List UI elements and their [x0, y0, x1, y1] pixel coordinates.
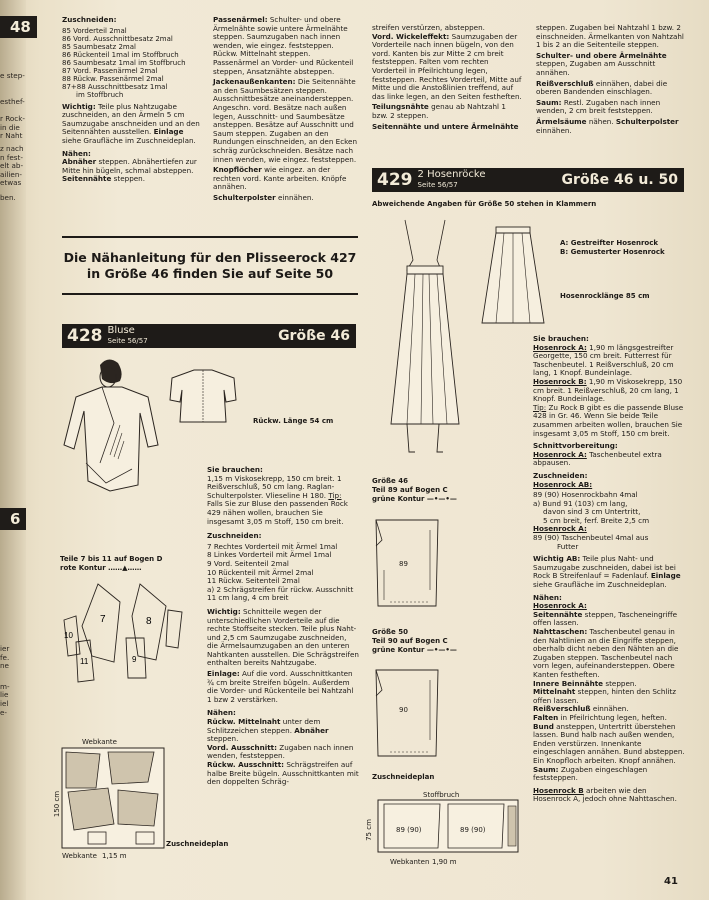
model-428-back-length: Rückw. Länge 54 cm [253, 417, 334, 425]
model-429-plan-piece-right: 89 (90) [460, 826, 486, 834]
piece-11: 11 [80, 657, 89, 666]
model-428-pattern-pieces [60, 580, 190, 690]
model-428-plan-height: 150 cm [53, 790, 62, 818]
model-429-plan-piece-left: 89 (90) [396, 826, 422, 834]
model-428-plan-width: 1,15 m [102, 852, 127, 860]
blouse-back-illustration [168, 368, 238, 428]
model-429-text: Sie brauchen: Hosenrock A: 1,90 m längsgestreifter Georgette, 150 cm breit. Futterrest für Taschenbeutel. 1 Reißverschluß, 20 cm lang, 1 Knopf. Bundeinlage. Hosenrock B: 1,90 m Viskosekrepp, 150 cm breit. 1 Reißverschluß, 20 cm lang, 1 Knopf. Bundeinlage. Tip: Zu Rock B gibt es die passende Bluse 428 in Gr. 46. Wenn Sie beide Teile zusammen arbeiten wollen, brauchen Sie insgesamt 3,05 m Stoff, 150 cm breit. Schnittvorbereitung: Hosenrock A: Taschenbeutel extra abpausen. Zuschneiden: Hosenrock AB: 89 (90) Hosenrockbahn 4mal a) Bund 91 (103) cm lang, davon sind 3 cm Untertritt, 5 cm breit, ferf. Breite 2,5 cm Hosenrock A: 89 (90) Taschenbeutel 4mal aus Futter Wichtig AB: Teile plus Naht- und Saumzugabe zuschneiden, dabei ist bei Rock B Streifenlauf = Fadenlauf. Einlage siehe Graufläche im Zuschneideplan. Nähen: Hosenrock A: Seitennähte steppen, Tascheneingriffe offen lassen. Nahttaschen: Taschenbeutel genau in den Nahtlinien an die Eingriffe steppen, oberhalb dicht neben den Nähten an die Zugaben steppen. Taschenbeutel nach vorn legen, aufeinandersteppen. Obere Kanten festheften. Innere Beinnähte steppen. Mittelnaht steppen, hinten den Schlitz offen lassen. Reißverschluß einnähen. Falten in Pfeilrichtung legen, heften. Bund ansteppen, Untertritt überstehen lassen. Bund halb nach außen wenden, Enden verstürzen. Innenkante eingeschlagen annähen. Bund absteppen. Ein Knopfloch arbeiten. Knopf annähen. Saum: Zugaben eingeschlagen feststeppen. Hosenrock B arbeiten wie den Hosenrock A, jedoch ohne Nahttaschen. [533, 334, 685, 804]
model-429-stoffbruch: Stoffbruch [423, 791, 460, 799]
model-428-teile: Teile 7 bis 11 auf Bogen D [60, 555, 163, 563]
rule-top [62, 236, 358, 238]
piece-7: 7 [100, 614, 106, 625]
piece-8: 8 [146, 616, 152, 627]
piece-89-label: 89 [399, 560, 408, 568]
top-col-2: Passenärmel: Schulter- und obere Ärmelnähte sowie untere Ärmelnähte steppen. Saumzugaben nach innen wenden, wie eingez. feststeppen. Rückw. Mittelnaht steppen. Passenärmel an Vorder- und Rückenteil steppen, Ansatznähte absteppen. Jackenaußenkanten: Die Seitennähte an den Saumbesätzen steppen. Ausschnittbesätze aneinandersteppen. Angeschn. vord. Besätze nach außen legen, Ausschnitt- und Saumbesätze ansteppen. Besätze auf Ausschnitt und Saum steppen. Zugaben an den Rundungen einschneiden, an den Ecken schräg zurückschneiden. Besätze nach innen wenden, wie eingez. feststeppen. Knopflöcher wie eingez. an der rechten vord. Kante arbeiten. Knöpfe annähen. Schulterpolster einnähen. [213, 15, 358, 202]
model-428-banner: 428 Bluse Seite 56/57 Größe 46 [62, 324, 356, 348]
model-429-g46-teil: Teil 89 auf Bogen C [372, 486, 448, 494]
model-429-banner: 429 2 Hosenröcke Seite 56/57 Größe 46 u. 50 [372, 168, 684, 192]
model-429-g46-kontur: grüne Kontur —•—•— [372, 495, 457, 503]
model-429-g50-kontur: grüne Kontur —•—•— [372, 646, 457, 654]
model-428-zuschneideplan: Zuschneideplan [166, 840, 229, 848]
edge-tab-top: 48 [0, 16, 37, 38]
piece-10: 10 [64, 631, 73, 640]
model-428-webkante: Webkante [82, 738, 117, 746]
plisseerock-heading: Die Nähanleitung für den Plisseerock 427 in Größe 46 finden Sie auf Seite 50 [63, 250, 357, 281]
page-number: 41 [664, 876, 678, 887]
model-429-plan-heading: Zuschneideplan [372, 773, 435, 781]
model-429-plan-width: 1,90 m [432, 858, 457, 866]
model-428-kontur: rote Kontur ……▲…… [60, 564, 142, 572]
hosenrock-front-illustration [385, 220, 465, 460]
model-428-text: Sie brauchen: 1,15 m Viskosekrepp, 150 cm breit. 1 Reißverschluß, 50 cm lang. Raglan-Schulterpolster. Vlieseline H 180. Tip: Falls Sie zur Bluse den passenden Rock 429 nähen wollen, brauchen Sie insgesamt 3,05 m Stoff, 150 cm breit. Zuschneiden: 7 Rechtes Vorderteil mit Ärmel 1mal 8 Linkes Vorderteil mit Ärmel 1mal 9 Vord. Seitenteil 2mal 10 Rückenteil mit Ärmel 2mal 11 Rückw. Seitenteil 2mal a) 2 Schrägstreifen für rückw. Ausschnitt 11 cm lang, 4 cm breit Wichtig: Schnitteile wegen der unterschiedlichen Vorderteile auf die rechte Stoffseite stecken. Teile plus Naht- und 2,5 cm Saumzugabe zuschneiden, die Ärmelsaumzugaben an den unteren Nahtkanten ausstellen. Die Schrägstreifen enthalten bereits Nahtzugabe. Einlage: Auf die vord. Ausschnittkanten ¾ cm breite Streifen bügeln. Außerdem die Vorder- und Rückenteile bei Nahtzahl 1 bzw 2 verstärken. Nähen: Rückw. Mittelnaht unter dem Schlitzzeichen steppen. Abnäher steppen. Vord. Ausschnitt: Zugaben nach innen wenden, feststeppen. Rückw. Ausschnitt: Schrägstreifen auf halbe Breite bügeln. Ausschnittkanten mit den doppelten Schräg- [207, 465, 359, 787]
model-429-g50-teil: Teil 90 auf Bogen C [372, 637, 448, 645]
blouse-front-illustration [60, 355, 160, 530]
model-429-g50-label: Größe 50 [372, 628, 408, 636]
model-429-length: Hosenrocklänge 85 cm [560, 292, 650, 300]
top-col-4: steppen. Zugaben bei Nahtzahl 1 bzw. 2 einschneiden. Ärmelkanten von Nahtzahl 1 bis 2 an die Seitenteile steppen. Schulter- und obere Ärmelnähte steppen, Zugaben am Ausschnitt annähen. Reißverschluß einnähen, dabei die oberen Bandenden einschlagen. Saum: Restl. Zugaben nach innen wenden, 2 cm breit feststeppen. Ärmelsäume nähen. Schulterpolster einnähen. [536, 23, 684, 135]
edge-text-top: e step- esthef- r Rock- in die r Naht z nach n fest- elt ab- ailien- etwas ben. [0, 71, 26, 202]
piece-90-label: 90 [399, 706, 408, 714]
edge-tab-mid: 6 [0, 508, 26, 530]
model-429-piece-89 [370, 510, 450, 610]
model-429-g46-label: Größe 46 [372, 477, 408, 485]
model-428-webkante-bottom: Webkante [62, 852, 97, 860]
model-428-cutting-plan [58, 746, 170, 850]
top-col-3: streifen verstürzen, absteppen. Vord. Wickeleffekt: Saumzugaben der Vorderteile nach innen bügeln, von den vord. Kanten bis zur Mitte 2 cm breit feststeppen. Falten vom rechten Vorderteil in Pfeilrichtung legen, feststeppen. Rechtes Vorderteil, Mitte auf Mitte und die Anstoßlinien treffend, auf das linke legen, an den Seiten festheften. Teilungsnähte genau ab Nahtzahl 1 bzw. 2 steppen. Seitennähte und untere Ärmelnähte [372, 23, 522, 131]
model-429-label-a: A: Gestreifter Hosenrock [560, 239, 659, 247]
model-429-plan-bottom: Webkanten [390, 858, 430, 866]
model-429-label-b: B: Gemusterter Hosenrock [560, 248, 665, 256]
top-col-1: Zuschneiden: 85 Vorderteil 2mal 86 Vord. Ausschnittbesatz 2mal 85 Saumbesatz 2mal 86 Rückenteil 1mal im Stoffbruch 86 Saumbesatz 1mal im Stoffbruch 87 Vord. Passenärmel 2mal 88 Rückw. Passenärmel 2mal 87+88 Ausschnittbesatz 1mal im Stoffbruch Wichtig: Teile plus Nahtzugabe zuschneiden, an den Ärmeln 5 cm Saumzugabe anschneiden und an den Seitennähten ausstellen. Einlage siehe Graufläche im Zuschneideplan. Nähen: Abnäher steppen. Abnähertiefen zur Mitte hin bügeln, schmal absteppen. Seitennähte steppen. [62, 15, 200, 184]
model-429-abweichend: Abweichende Angaben für Größe 50 stehen in Klammern [372, 200, 597, 208]
model-429-cutting-plan [372, 798, 522, 858]
edge-text-bottom: ier fe. ne m- lie iel e- [0, 644, 10, 717]
model-429-piece-90 [370, 660, 450, 760]
piece-9: 9 [132, 655, 137, 664]
rule-bottom [62, 293, 358, 295]
hosenrock-back-illustration [478, 225, 548, 325]
model-429-plan-height: 75 cm [364, 819, 373, 841]
